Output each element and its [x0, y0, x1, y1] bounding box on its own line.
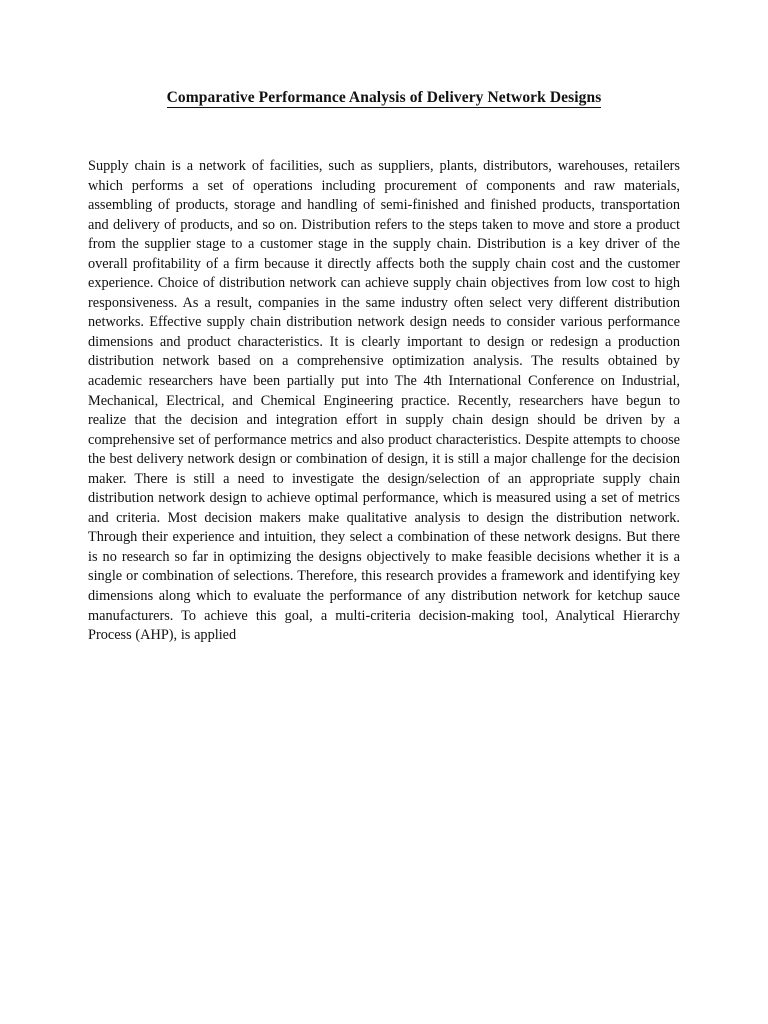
body-paragraph: Supply chain is a network of facilities, such as suppliers, plants, distributors, warehouses, retailers which performs a set of operations including procurement of components and raw materials, assembling of products, storage and handling of semi-finished and finished products, transportation and delivery of products, and so on. Distribution refers to the steps taken to move and store a product from the supplier stage to a customer stage in the supply chain. Distribution is a key driver of the overall profitability of a firm because it directly affects both the supply chain cost and the customer experience. Choice of distribution network can achieve supply chain objectives from low cost to high responsiveness. As a result, companies in the same industry often select very different distribution networks. Effective supply chain distribution network design needs to consider various performance dimensions and product characteristics. It is clearly important to design or redesign a production distribution network based on a comprehensive optimization analysis. The results obtained by academic researchers have been partially put into The 4th International Conference on Industrial, Mechanical, Electrical, and Chemical Engineering practice. Recently, researchers have begun to realize that the decision and integration effort in supply chain design should be driven by a comprehensive set of performance metrics and also product characteristics. Despite attempts to choose the best delivery network design or combination of design, it is still a major challenge for the decision maker. There is still a need to investigate the design/selection of an appropriate supply chain distribution network design to achieve optimal performance, which is measured using a set of metrics and criteria. Most decision makers make qualitative analysis to design the distribution network. Through their experience and intuition, they select a combination of these network designs. But there is no research so far in optimizing the designs objectively to make feasible decisions whether it is a single or combination of selections. Therefore, this research provides a framework and identifying key dimensions along which to evaluate the performance of any distribution network for ketchup sauce manufacturers. To achieve this goal, a multi-criteria decision-making tool, Analytical Hierarchy Process (AHP), is applied [88, 158, 680, 644]
document-title [88, 88, 680, 108]
document-title-text: Comparative Performance Analysis of Delivery Network Designs [166, 89, 602, 106]
